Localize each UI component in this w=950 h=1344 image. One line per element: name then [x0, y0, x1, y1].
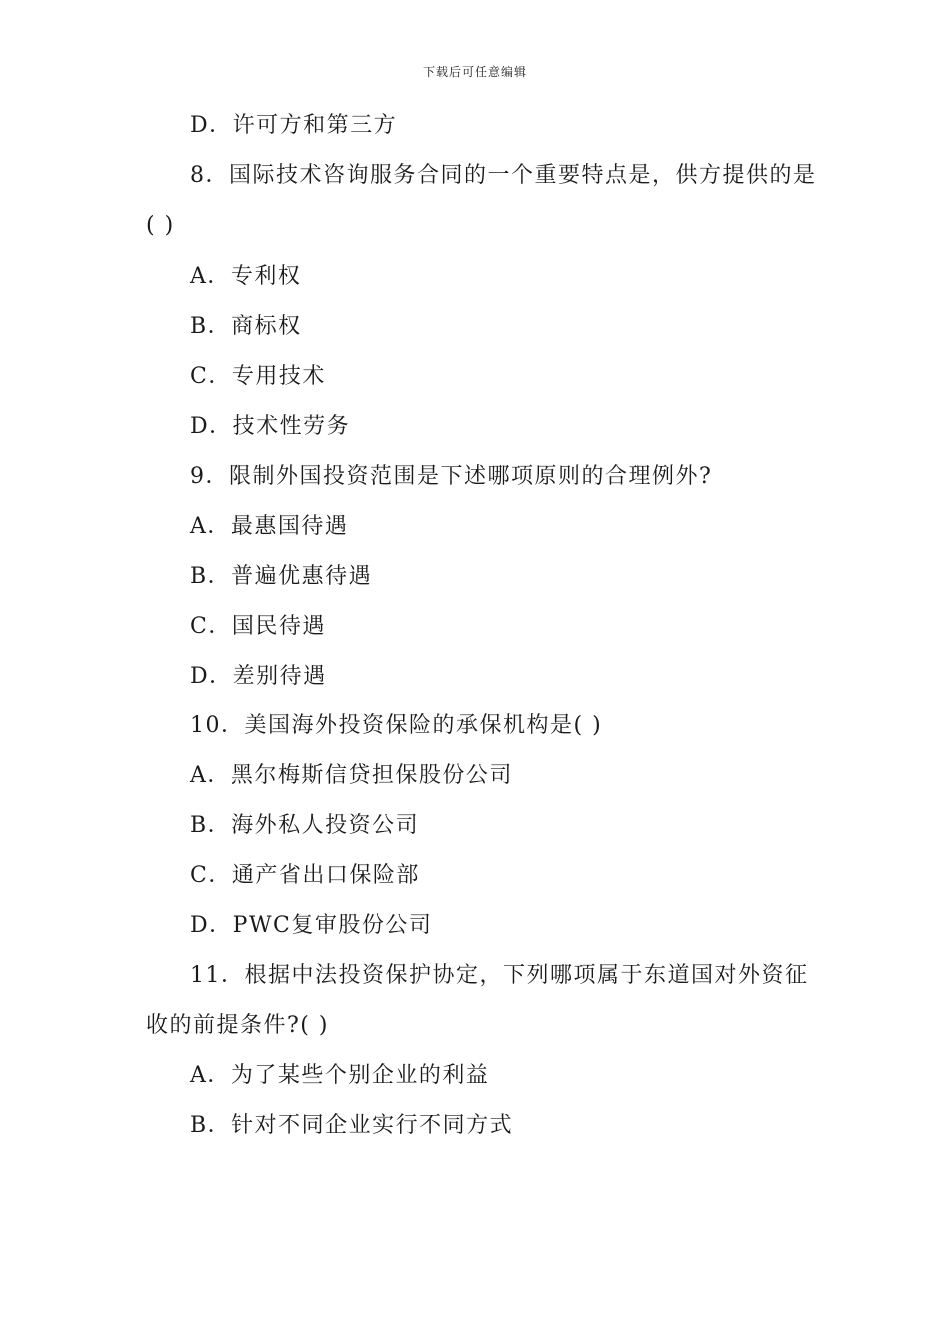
question-8: 8．国际技术咨询服务合同的一个重要特点是，供方提供的是: [190, 163, 817, 188]
question-9: 9．限制外国投资范围是下述哪项原则的合理例外?: [190, 464, 713, 489]
option-d-q7: D．许可方和第三方: [190, 113, 398, 138]
option-a-q9: A．最惠国待遇: [190, 514, 349, 539]
question-11-continued: 收的前提条件?( ): [146, 1013, 329, 1038]
page-header: 下载后可任意编辑: [422, 65, 527, 79]
option-a-q11: A．为了某些个别企业的利益: [190, 1063, 490, 1088]
option-d-q10: D．PWC复审股份公司: [190, 913, 433, 938]
option-d-q9: D．差别待遇: [190, 664, 327, 689]
question-8-continued: ( ): [146, 213, 175, 238]
question-10: 10．美国海外投资保险的承保机构是( ): [190, 713, 603, 738]
option-a-q8: A．专利权: [190, 264, 302, 289]
option-d-q8: D．技术性劳务: [190, 414, 351, 439]
option-b-q11: B．针对不同企业实行不同方式: [190, 1113, 514, 1138]
option-b-q9: B．普遍优惠待遇: [190, 564, 373, 589]
option-c-q10: C．通产省出口保险部: [190, 863, 420, 888]
option-b-q8: B．商标权: [190, 314, 302, 339]
option-b-q10: B．海外私人投资公司: [190, 813, 420, 838]
option-a-q10: A．黑尔梅斯信贷担保股份公司: [190, 763, 513, 788]
option-c-q9: C．国民待遇: [190, 614, 326, 639]
question-11: 11．根据中法投资保护协定，下列哪项属于东道国对外资征: [190, 963, 809, 988]
option-c-q8: C．专用技术: [190, 364, 326, 389]
